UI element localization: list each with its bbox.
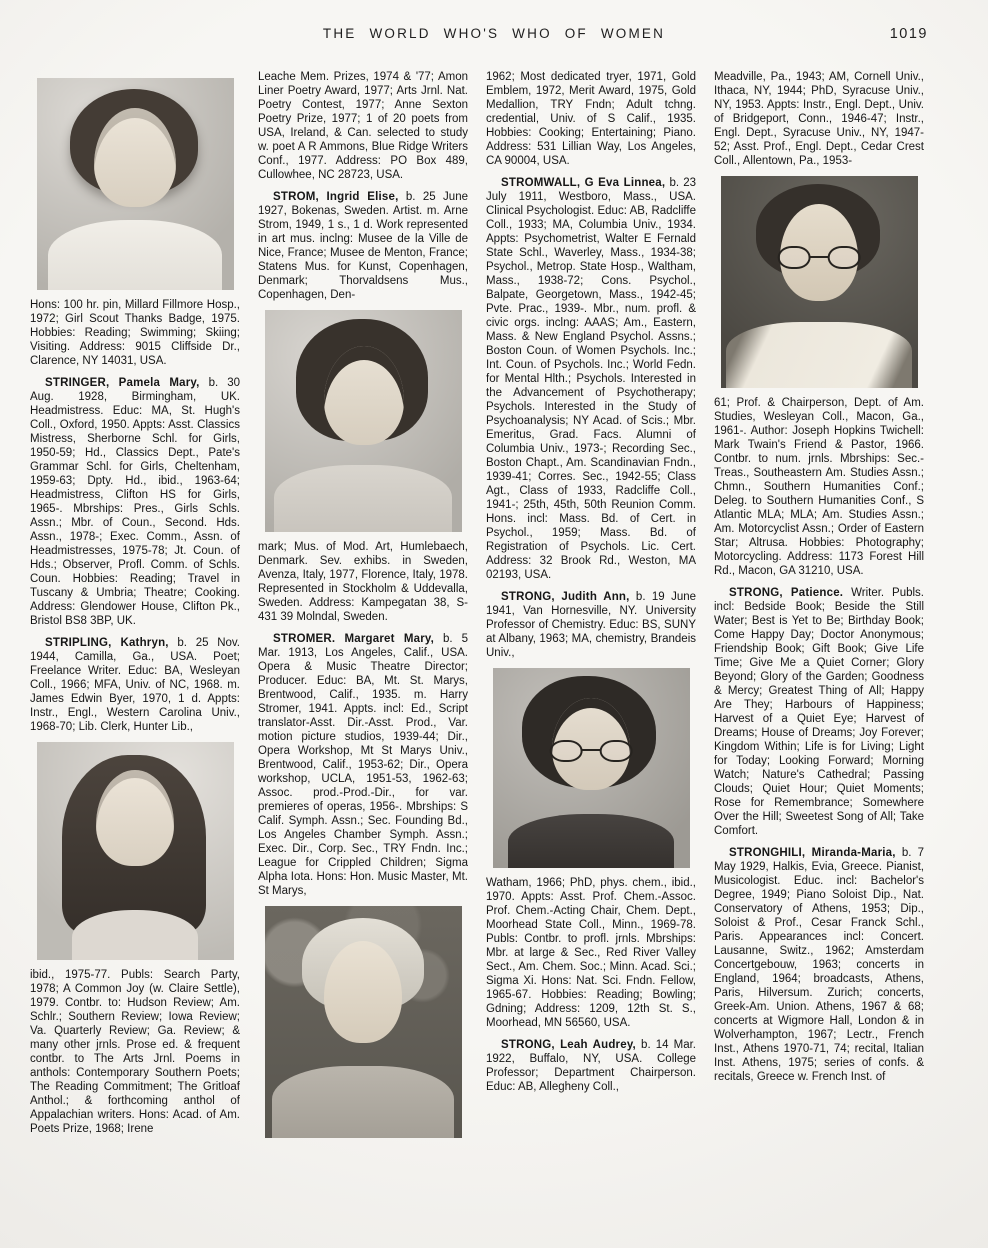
page-columns — [30, 70, 924, 1242]
entry-text: Writer. Publs. incl: Bedside Book; Beside the Still Water; Best is Yet to Be; Birthday Book; Come Happy Day; Doctor Anonymous; Friendship Book; Gift Book; Give Life Time; Give Me a Quiet Corner; Glory Beyond; Glory of the Garden; Goodness & Mercy; Greatest Thing of All; Happy Are They; Harbours of Happiness; Harvest of a Quiet Eye; Harvest of Dreams; House of Dreams; Joy Forever; Kingdom Within; Life is for Living; Light for Today; Looking Forward; Morning Watch; Nature's Cathedral; Passing Clouds; Quiet Hour; Quiet Moments; Rose for Remembrance; Somewhere Over the Hill; Sweetest Song of All; Take Comfort. — [714, 587, 924, 837]
entry-paragraph — [714, 846, 924, 1084]
portrait-torso — [726, 322, 911, 388]
continuation-paragraph — [714, 70, 924, 168]
portrait-torso — [508, 814, 673, 868]
entry-text: Leache Mem. Prizes, 1974 & '77; Amon Liner Poetry Award, 1977; Arts Jrnl. Nat. Poetry Contest, 1977; Anne Sexton Poetry Prize, 1977; 1 of 20 poets from USA, Ireland, & Can. selected to study w. poet A R Ammons, Blue Ridge Writers Conf., 1977. Address: PO Box 489, Cullowhee, NC 28723, USA. — [258, 71, 468, 181]
entry-text: b. 23 July 1911, Westboro, Mass., USA. Clinical Psychologist. Educ: AB, Radcliffe Coll., 1933; MA, Columbia Univ., 1934. Appts: Psychometrist, Walter E Fernald State Schl., Waverley, Mass., 1934-38; Psychol., Metrop. State Hosp., Waltham, Mass., 1938-72; Cons. Psychol., Balpate, Georgetown, Mass., 1942-45; Pvte. Prac., 1939-. Mbr., num. profl. & civic orgs. inclng: AAAS; Am., Eastern, Mass. & New England Psychol. Assns.; Boston Coun. of Women Psychols. Inc.; Int. Coun. of Psychols. Inc.; World Fedn. for Mental Hlth.; Psychols. Interested in the Advancement of Psychotherapy; Psychols. Interested in the Study of Psychoanalysis; NY Acad. of Scis.; Mbr. Emeritus, Grad. Facs. Alumni of Columbia Univ., 1973-; Recording Sec., Boston Chapt., Am. Scandinavian Fndn., 1939-41; Corres. Sec., 1942-55; Class Agt., Class of 1933, Radcliffe Coll., 1941-; 25th, 45th, 50th Reunion Comm. Hons. incl: Mass. Bd. of Cert. in Psychol., 1959; Mass. Bd. of Registration of Psychols. Lic. Cert. Address: 32 Brook Rd., Weston, MA 02193, USA. — [486, 177, 696, 581]
entry-text: Watham, 1966; PhD, phys. chem., ibid., 1970. Appts: Asst. Prof. Chem.-Assoc. Prof. Chem.-Acting Chair, Chem. Dept., Moorhead State Coll., Minn., 1969-78. Publs: Contbr. to profl. jrnls. Mbrships: Mbr. at large & Sec., Red River Valley Sect., Am. Chem. Soc.; Minn. Acad. Sci.; Sigma Xi. Hons: Nat. Sci. Fndn. Fellow, 1965-67. Hobbies: Reading; Bowling; Gdning; Address: 1209, 12th St. S., Moorhead, MN 56560, USA. — [486, 877, 696, 1029]
page-number: 1019 — [889, 26, 928, 42]
continuation-paragraph — [258, 70, 468, 182]
entry-name: STROMWALL, G Eva Linnea, — [501, 177, 666, 189]
portrait-torso — [48, 220, 221, 290]
entry-text: Hons: 100 hr. pin, Millard Fillmore Hosp., 1972; Girl Scout Thanks Badge, 1975. Hobbies: Reading; Swimming; Skiing; Visiting. Address: 9015 Cliffside Dr., Clarence, NY 14031, USA. — [30, 299, 240, 367]
entry-text: b. 14 Mar. 1922, Buffalo, NY, USA. College Professor; Department Chairperson. Educ: AB, Allegheny Coll., — [486, 1039, 696, 1093]
entry-name: STRINGER, Pamela Mary, — [45, 377, 200, 389]
portrait-photo-2 — [37, 742, 234, 960]
text-column-3 — [486, 70, 696, 1242]
entry-text: 1962; Most dedicated tryer, 1971, Gold Emblem, 1972, Merit Award, 1975, Gold Medallion, TRY Fndn; Adult tchng. credential, Univ. of S Calif., 1935. Hobbies: Cooking; Entertaining; Piano. Address: 531 Lillian Way, Los Angeles, CA 90004, USA. — [486, 71, 696, 167]
text-column-4 — [714, 70, 924, 1242]
entry-text: Meadville, Pa., 1943; AM, Cornell Univ., Ithaca, NY, 1944; PhD, Syracuse Univ., NY, 1953. Appts: Instr., Engl. Dept., Univ. of Bridgeport, Conn., 1946-47; Instr., Engl. Dept., Syracuse Univ., NY, 1947-52; Asst. Prof., Engl. Dept., Cedar Crest Coll., Allentown, Pa., 1953- — [714, 71, 924, 167]
entry-paragraph — [30, 636, 240, 734]
portrait-torso — [272, 1066, 453, 1138]
entry-text: ibid., 1975-77. Publs: Search Party, 1978; A Common Joy (w. Claire Settle), 1979. Contbr. to: Hudson Review; Am. Schlr.; Southern Review; Iowa Review; Va. Quarterly Review; Ga. Review; & many other jrnls. Prose ed. & frequent contbr. to The Arts Jrnl. Poems in anthols: Contemporary Southern Poets; The Reading Commitment; The Gritloaf Anthol.; & forthcoming anthol of Appalachian writers. Hons: Acad. of Am. Poets Prize, 1968; Irene — [30, 969, 240, 1135]
entry-text: b. 7 May 1929, Halkis, Evia, Greece. Pianist, Musicologist. Educ. incl: Bachelor's Degree, 1949; Piano Soloist Dip., Nat. Conservatory of Athens, 1953; Dip., Soloist & Prof., Cesar Franck Schl., Paris. Appearances incl: Concert. Lausanne, Switz., 1962; Amsterdam Concertgebouw, 1963; concerts in England, 1964; broadcasts, Athens, Paris, Hilversum. Zurich; concerts, Greek-Am. Union. Athens, 1967 & 68; concerts at Wigmore Hall, London & in Wolverhampton, 1967; Lectr., French Inst., Athens 1970-71, 74; recital, Italian Inst. Athens, 1975; series of confs. & recitals, Greece w. French Inst. of — [714, 847, 924, 1083]
entry-name: STRIPLING, Kathryn, — [45, 637, 169, 649]
portrait-photo-6 — [721, 176, 918, 388]
entry-paragraph — [486, 1038, 696, 1094]
entry-text: b. 30 Aug. 1928, Birmingham, UK. Headmistress. Educ: MA, St. Hugh's Coll., Oxford, 1950. Appts: Asst. Classics Mistress, Sherborne Schl. for Girls, 1950-59; Hd., Classics Dept., Pate's Grammar Schl. for Girls, Cheltenham, 1959-63; Dpty. Hd., ibid., 1963-64; Headmistress, Clifton HS for Girls, 1965-. Mbrships: Pres., Girls Schls. Assn.; Mbr. of Coun., Second. Hds. Assn., 1978-; Exec. Comm., Assn. of Headmistresses, 1975-78; Jt. Coun. of Hds.; Observer, Profl. Comm. of Schls. Coun. Hobbies: Reading; Travel in Tuscany & Umbria; Theatre; Cooking. Address: Glendower House, Clifton Pk., Bristol BS8 3BP, UK. — [30, 377, 240, 627]
portrait-photo-5 — [493, 668, 690, 868]
entry-paragraph — [486, 176, 696, 582]
portrait-photo-4 — [265, 906, 462, 1138]
entry-name: STROMER. Margaret Mary, — [273, 633, 435, 645]
entry-text: 61; Prof. & Chairperson, Dept. of Am. Studies, Wesleyan Coll., Macon, Ga., 1961-. Author: Joseph Hopkins Twichell: Mark Twain's Friend & Pastor, 1966. Contbr. to num. jrnls. Mbrships: Sec.-Treas., Southeastern Am. Studies Assn.; Chmn., Southern Humanities Conf.; Deleg. to Southern Humanities Conf., S Atlantic MLA; MLA; Am. Studies Assn.; Am. Motorcyclist Assn.; Order of Eastern Star; Altrusa. Hobbies: Photography; Motorcycling. Address: 1173 Forest Hill Rd., Macon, GA 31210, USA. — [714, 397, 924, 577]
text-column-1 — [30, 70, 240, 1242]
portrait-torso — [72, 910, 198, 960]
entry-name: STRONG, Leah Audrey, — [501, 1039, 636, 1051]
continuation-paragraph — [258, 540, 468, 624]
entry-text: mark; Mus. of Mod. Art, Humlebaech, Denmark. Sev. exhibs. in Sweden, Avenza, Italy, 1977, Florence, Italy, 1978. Represented in Stockholm & Uddevalla, Sweden. Address: Kampegatan 38, S-431 39 Molndal, Sweden. — [258, 541, 468, 623]
entry-text: b. 5 Mar. 1913, Los Angeles, Calif., USA. Opera & Music Theatre Director; Producer. Educ: BA, Mt. St. Marys, Brentwood, Calif., 1935. m. Harry Stromer, 1941. Appts. incl: Ed., Script translator-Asst. Dir.-Asst. Prod., Var. motion picture studios, 1939-44; Dir., Opera Workshop, Mt St Marys Univ., Brentwood, Calif., 1953-62; Dir., Opera workshop, UCLA, 1951-53, 1962-63; Assoc. prod.-Prod.-Dir., for var. premieres of operas, 1956-. Mbrships: S Calif. Symph. Assn.; Sec. Founding Bd., Los Angeles Chamber Symph. Assn.; Exec. Dir., Corp. Sec., TRY Fndn. Inc.; League for Crippled Children; Sigma Alpha Iota. Hons: Hon. Music Master, Mt. St Marys, — [258, 633, 468, 897]
glasses-icon — [778, 246, 861, 269]
entry-text: b. 25 June 1927, Bokenas, Sweden. Artist. m. Arne Strom, 1949, 1 s., 1 d. Work represented in art mus. inclng: Musee de la Ville de Nice, France; Musee de Menton, France; Statens Mus. for Kunst, Copenhagen, Denmark; Thorvaldsens Mus., Copenhagen, Den- — [258, 191, 468, 301]
continuation-paragraph — [486, 876, 696, 1030]
portrait-torso — [274, 465, 451, 532]
entry-paragraph — [486, 590, 696, 660]
continuation-paragraph — [486, 70, 696, 168]
entry-name: STROM, Ingrid Elise, — [273, 191, 399, 203]
entry-text: b. 19 June 1941, Van Hornesville, NY. University Professor of Chemistry. Educ: BS, SUNY at Albany, 1963; MA, chemistry, Brandeis Univ., — [486, 591, 696, 659]
entry-paragraph — [30, 376, 240, 628]
entry-name: STRONG, Patience. — [729, 587, 844, 599]
portrait-photo-1 — [37, 78, 234, 290]
entry-text: b. 25 Nov. 1944, Camilla, Ga., USA. Poet; Freelance Writer. Educ: BA, Wesleyan Coll., 1966; MFA, Univ. of NC, 1968. m. James Edwin Byer, 1970, 1 d. Appts: Instr., Engl., Western Carolina Univ., 1968-70; Lib. Clerk, Hunter Lib., — [30, 637, 240, 733]
page-title: THE WORLD WHO'S WHO OF WOMEN — [322, 26, 666, 41]
entry-name: STRONGHILI, Miranda-Maria, — [729, 847, 896, 859]
entry-paragraph — [714, 586, 924, 838]
continuation-paragraph — [30, 298, 240, 368]
continuation-paragraph — [30, 968, 240, 1136]
entry-paragraph — [258, 190, 468, 302]
portrait-photo-3 — [265, 310, 462, 532]
glasses-icon — [550, 740, 633, 762]
entry-paragraph — [258, 632, 468, 898]
entry-name: STRONG, Judith Ann, — [501, 591, 630, 603]
continuation-paragraph — [714, 396, 924, 578]
text-column-2 — [258, 70, 468, 1242]
